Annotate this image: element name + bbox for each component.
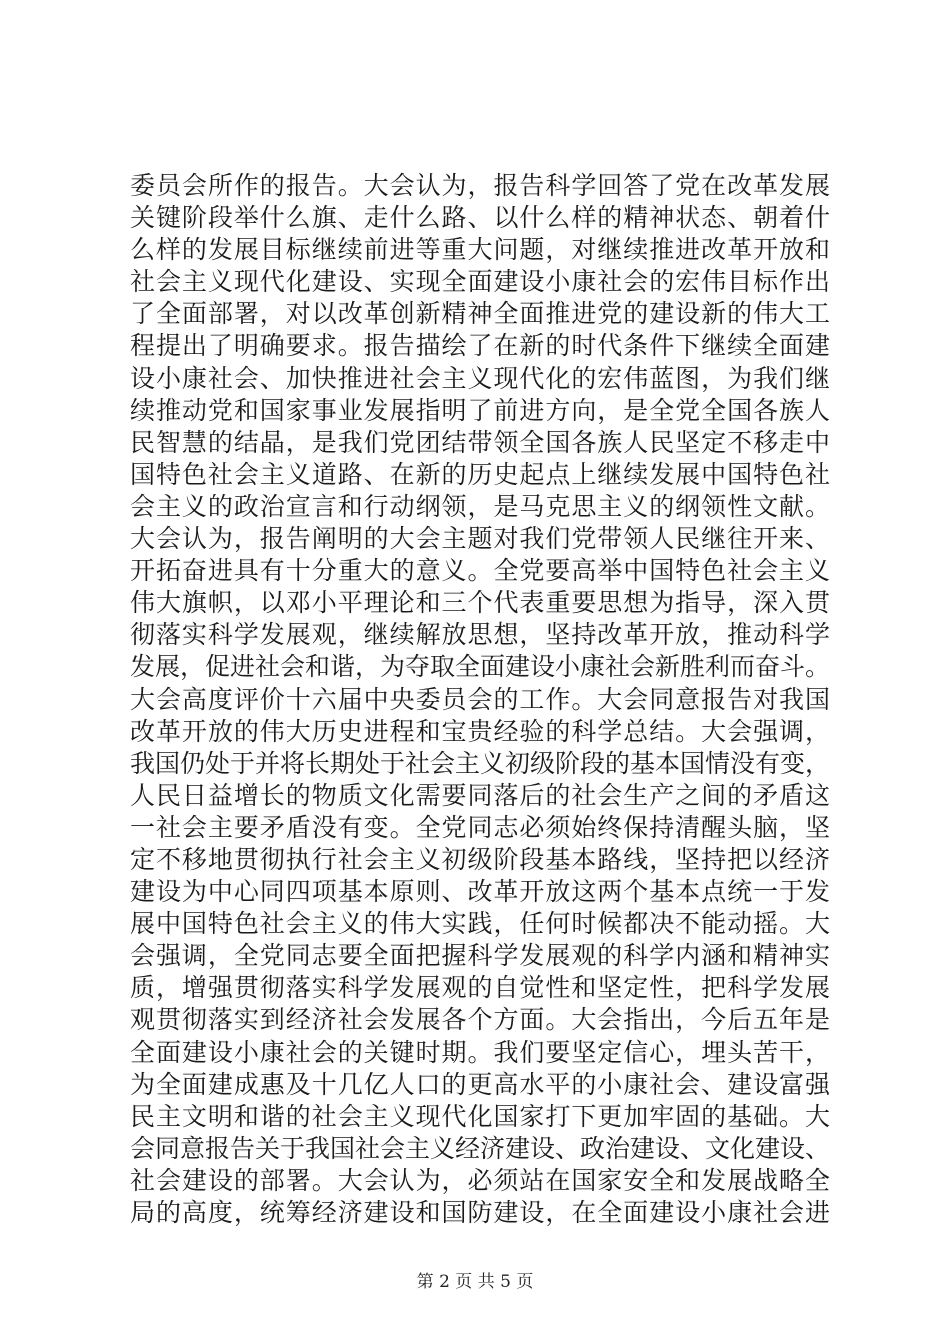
text-line: 会同意报告关于我国社会主义经济建设、政治建设、文化建设、	[130, 1133, 831, 1163]
text-line: 人民日益增长的物质文化需要同落后的社会生产之间的矛盾这	[130, 780, 830, 810]
text-line: 观贯彻落实到经济社会发展各个方面。大会指出，今后五年是	[130, 1005, 830, 1035]
text-line: 程提出了明确要求。报告描绘了在新的时代条件下继续全面建	[130, 331, 830, 361]
text-line: 建设为中心同四项基本原则、改革开放这两个基本点统一于发	[130, 877, 830, 907]
text-line: 续推动党和国家事业发展指明了前进方向，是全党全国各族人	[130, 395, 830, 425]
text-line: 大会高度评价十六届中央委员会的工作。大会同意报告对我国	[130, 684, 830, 714]
body-text	[130, 170, 830, 1229]
text-line: 全面建设小康社会的关键时期。我们要坚定信心，埋头苦干，	[130, 1037, 830, 1067]
text-line: 国特色社会主义道路、在新的历史起点上继续发展中国特色社	[130, 459, 830, 489]
text-line: 伟大旗帜，以邓小平理论和三个代表重要思想为指导，深入贯	[130, 588, 830, 618]
text-line: 会主义的政治宣言和行动纲领，是马克思主义的纲领性文献。	[130, 491, 830, 521]
text-line: 改革开放的伟大历史进程和宝贵经验的科学总结。大会强调，	[130, 716, 830, 746]
text-line: 大会认为，报告阐明的大会主题对我们党带领人民继往开来、	[130, 524, 830, 554]
text-line: 我国仍处于并将长期处于社会主义初级阶段的基本国情没有变，	[130, 748, 831, 778]
text-line: 发展，促进社会和谐，为夺取全面建设小康社会新胜利而奋斗。	[130, 652, 831, 682]
text-line: 设小康社会、加快推进社会主义现代化的宏伟蓝图，为我们继	[130, 363, 830, 393]
text-line: 社会主义现代化建设、实现全面建设小康社会的宏伟目标作出	[130, 267, 830, 297]
text-line: 一社会主要矛盾没有变。全党同志必须始终保持清醒头脑，坚	[130, 812, 830, 842]
text-line: 定不移地贯彻执行社会主义初级阶段基本路线，坚持把以经济	[130, 844, 830, 874]
text-line: 为全面建成惠及十几亿人口的更高水平的小康社会、建设富强	[130, 1069, 830, 1099]
text-line: 社会建设的部署。大会认为，必须站在国家安全和发展战略全	[130, 1165, 830, 1195]
text-line: 么样的发展目标继续前进等重大问题，对继续推进改革开放和	[130, 235, 830, 265]
text-line: 开拓奋进具有十分重大的意义。全党要高举中国特色社会主义	[130, 556, 830, 586]
text-line: 质，增强贯彻落实科学发展观的自觉性和坚定性，把科学发展	[130, 973, 830, 1003]
text-line: 会强调，全党同志要全面把握科学发展观的科学内涵和精神实	[130, 941, 830, 971]
text-line: 彻落实科学发展观，继续解放思想，坚持改革开放，推动科学	[130, 620, 830, 650]
text-line: 了全面部署，对以改革创新精神全面推进党的建设新的伟大工	[130, 299, 830, 329]
text-line: 关键阶段举什么旗、走什么路、以什么样的精神状态、朝着什	[130, 203, 830, 233]
text-line: 展中国特色社会主义的伟大实践，任何时候都决不能动摇。大	[130, 909, 830, 939]
text-line: 民主文明和谐的社会主义现代化国家打下更加牢固的基础。大	[130, 1101, 830, 1131]
text-line: 委员会所作的报告。大会认为，报告科学回答了党在改革发展	[130, 171, 830, 200]
page-footer: 第 2 页 共 5 页	[416, 1272, 534, 1292]
text-line: 局的高度，统筹经济建设和国防建设，在全面建设小康社会进	[130, 1198, 830, 1227]
text-line: 民智慧的结晶，是我们党团结带领全国各族人民坚定不移走中	[130, 427, 830, 457]
